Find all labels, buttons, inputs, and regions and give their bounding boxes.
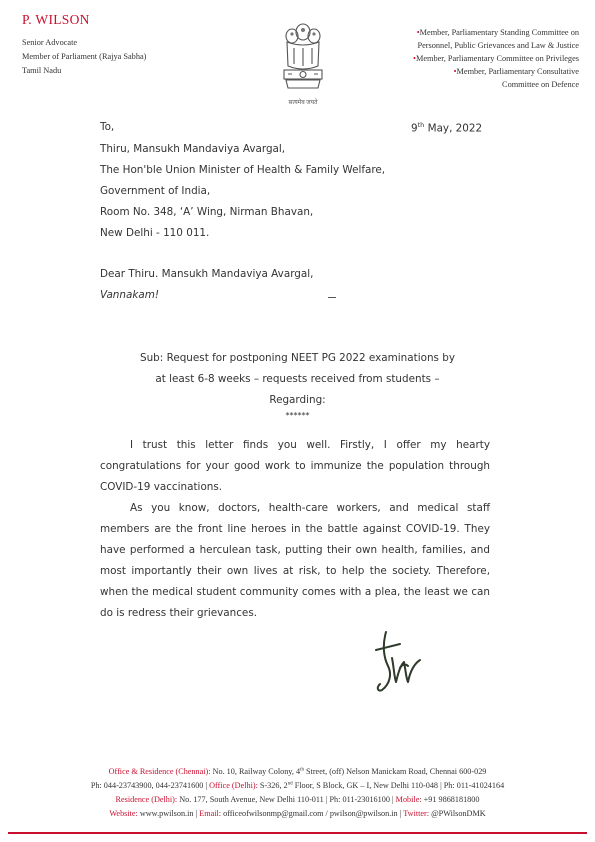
sender-office: Member of Parliament (Rajya Sabha) [22, 52, 147, 61]
recipient-room: Room No. 348, ‘A’ Wing, Nirman Bhavan, [100, 206, 314, 218]
subject-line-1: Sub: Request for postponing NEET PG 2022 examinations by [139, 352, 455, 364]
committee-line-3: •Member, Parliamentary Committee on Privileges [413, 54, 579, 63]
sender-title: Senior Advocate [22, 38, 78, 47]
separator-stars: ****** [285, 411, 310, 420]
signature-icon [372, 628, 424, 694]
salutation: Dear Thiru. Mansukh Mandaviya Avargal, [100, 268, 314, 280]
to-label: To, [100, 121, 115, 133]
email-link[interactable]: officeofwilsonmp@gmail.com / pwilson@pwilson.in | [221, 809, 404, 818]
bullet-icon: • [416, 28, 420, 37]
subject-line-2: at least 6-8 weeks – requests received from students – [155, 373, 440, 385]
recipient-org: Government of India, [100, 185, 211, 197]
twitter-link[interactable]: @PWilsonDMK [429, 809, 486, 818]
national-emblem-icon [272, 18, 334, 108]
greeting: Vannakam! [100, 289, 160, 301]
bullet-icon: • [413, 54, 416, 63]
paragraph-1: I trust this letter finds you well. Firstly, I offer my hearty congratulations for your good work to immunize the population through COVID-19 vaccinations. [100, 439, 490, 493]
committee-line-4: •Member, Parliamentary Consultative [453, 67, 579, 76]
emblem-motto: सत्यमेव जयते [288, 100, 318, 106]
footer-line-2: Ph: 044-23743900, 044-23741600 | Office (Delhi): S-326, 2nd Floor, S Block, GK – I, New Delhi 110-048 | Ph: 011-41024164 [90, 781, 505, 790]
committee-line-1: •Member, Parliamentary Standing Committee on [416, 28, 579, 37]
recipient-title: The Hon'ble Union Minister of Health & Family Welfare, [100, 164, 386, 176]
footer-divider [8, 832, 587, 834]
stray-mark [328, 297, 336, 298]
paragraph-2: As you know, doctors, health-care workers, and medical staff members are the front line heroes in the battle against COVID-19. They have performed a herculean task, putting their own health, families, and most importantly their own lives at risk, to help the society. Therefore, when the medical student community comes with a plea, the least we can do is redress their grievances. [100, 502, 490, 619]
website-link[interactable]: www.pwilson.in | [137, 809, 200, 818]
bullet-icon: • [453, 67, 457, 76]
recipient-name: Thiru, Mansukh Mandaviya Avargal, [100, 143, 286, 155]
footer-line-1: Office & Residence (Chennai): No. 10, Railway Colony, 4th Street, (off) Nelson Manickam Road, Chennai 600-029 [108, 767, 487, 776]
sender-name: P. WILSON [22, 12, 90, 27]
footer-line-3: Residence (Delhi): No. 177, South Avenue, New Delhi 110-011 | Ph: 011-23016100 | Mobile: +91 9868181800 [115, 795, 480, 804]
committee-line-2: Personnel, Public Grievances and Law & Justice [417, 41, 579, 50]
footer-line-4: Website: www.pwilson.in | Email: officeofwilsonmp@gmail.com / pwilson@pwilson.in | Twitter: @PWilsonDMK [109, 809, 486, 818]
subject-line-3: Regarding: [269, 394, 326, 406]
recipient-city: New Delhi - 110 011. [100, 227, 210, 239]
committee-line-5: Committee on Defence [502, 80, 579, 89]
letter-date: 9th May, 2022 [411, 121, 483, 135]
sender-state: Tamil Nadu [22, 66, 62, 75]
